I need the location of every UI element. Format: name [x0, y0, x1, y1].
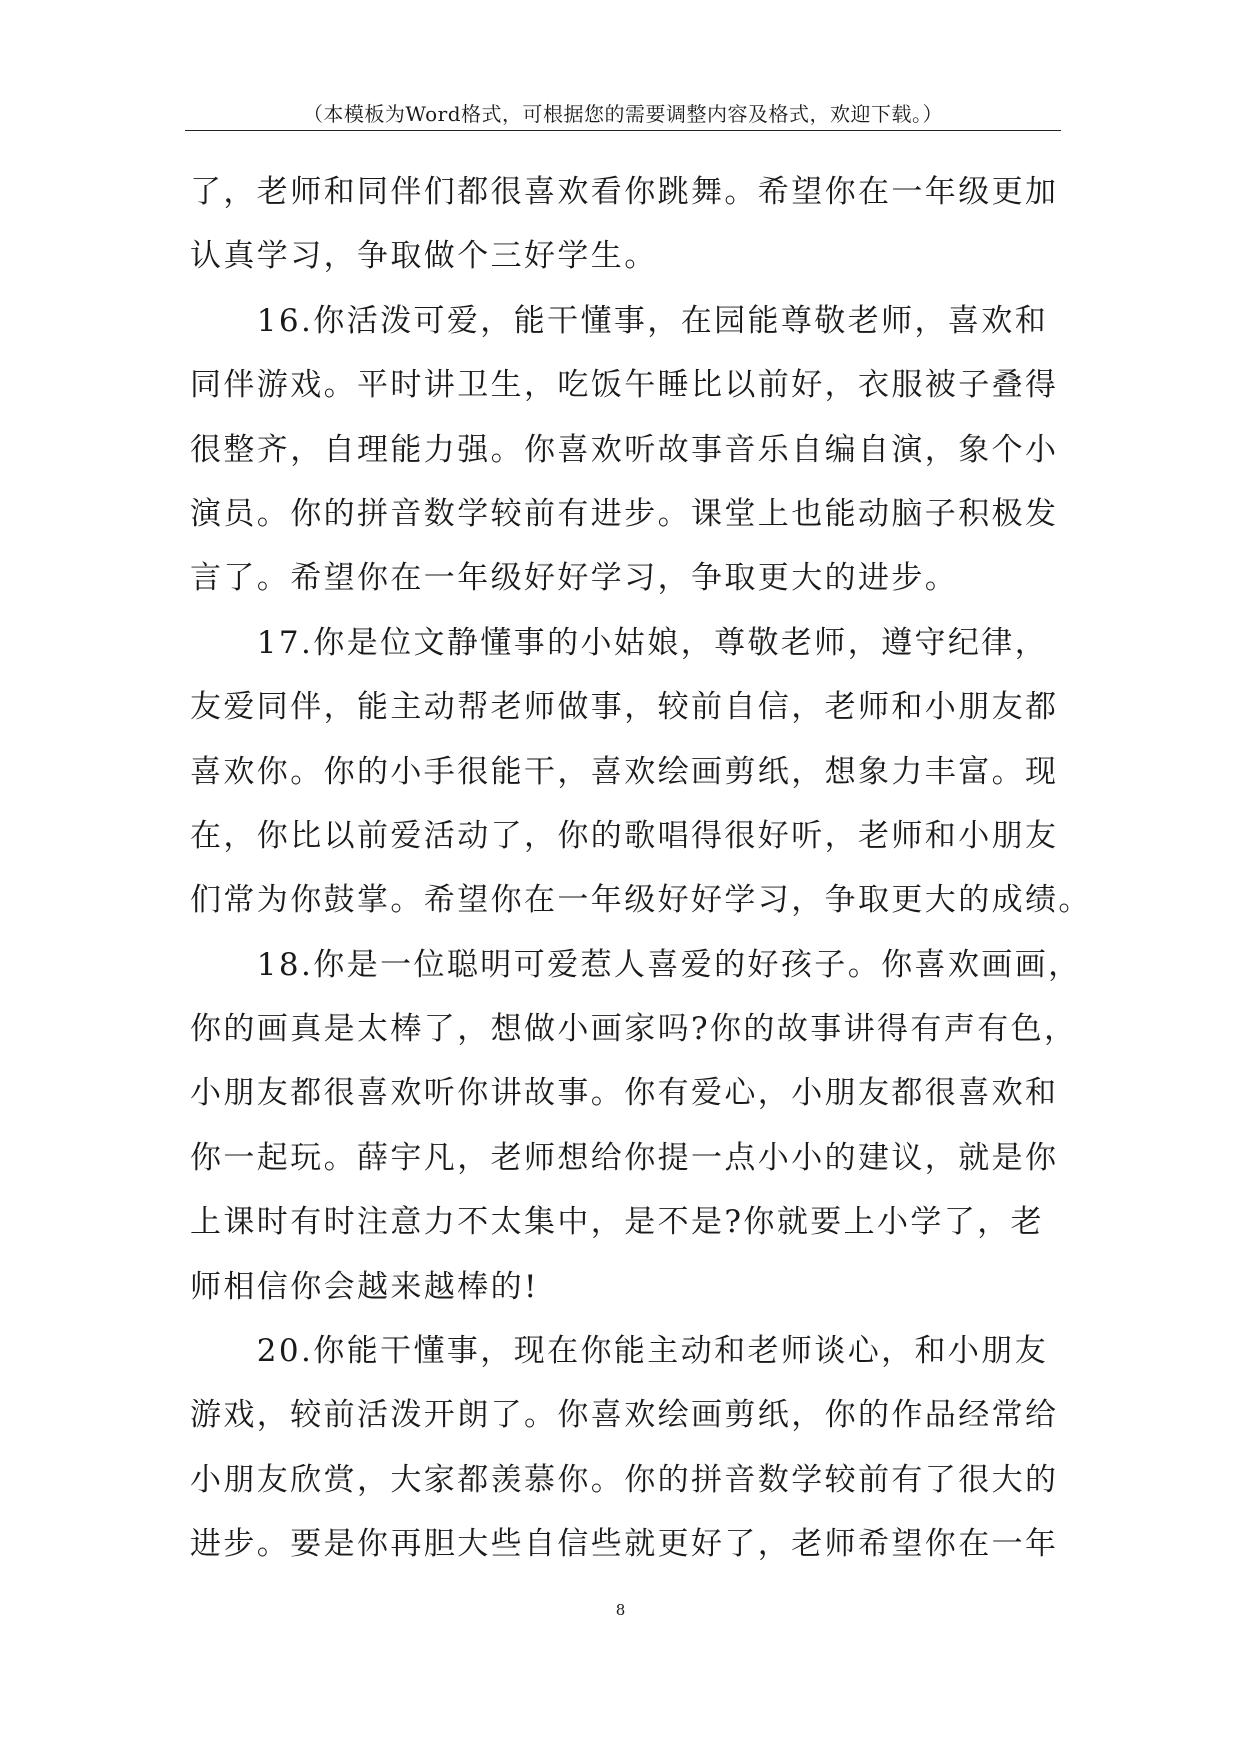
page-number: 8 [615, 1601, 626, 1619]
body-line: 很整齐，自理能力强。你喜欢听故事音乐自编自演，象个小 [190, 431, 1059, 468]
body-line: 师相信你会越来越棒的! [190, 1268, 539, 1305]
body-line: 16.你活泼可爱，能干懂事，在园能尊敬老师，喜欢和 [190, 302, 1049, 339]
body-line: 们常为你鼓掌。希望你在一年级好好学习，争取更大的成绩。 [190, 882, 1092, 919]
body-line: 17.你是位文静懂事的小姑娘，尊敬老师，遵守纪律， [190, 624, 1049, 661]
page-header-note: （本模板为Word格式，可根据您的需要调整内容及格式，欢迎下载。） [302, 102, 944, 126]
body-line: 你一起玩。薛宇凡，老师想给你提一点小小的建议，就是你 [190, 1139, 1059, 1176]
header-divider [185, 130, 1061, 131]
body-line: 小朋友欣赏，大家都羡慕你。你的拼音数学较前有了很大的 [190, 1461, 1059, 1498]
body-line: 游戏，较前活泼开朗了。你喜欢绘画剪纸，你的作品经常给 [190, 1397, 1059, 1434]
body-line: 20.你能干懂事，现在你能主动和老师谈心，和小朋友 [190, 1333, 1049, 1370]
body-line: 友爱同伴，能主动帮老师做事，较前自信，老师和小朋友都 [190, 689, 1059, 726]
body-line: 你的画真是太棒了，想做小画家吗?你的故事讲得有声有色， [190, 1011, 1078, 1048]
body-line: 认真学习，争取做个三好学生。 [190, 238, 658, 275]
body-line: 在，你比以前爱活动了，你的歌唱得很好听，老师和小朋友 [190, 817, 1059, 854]
body-line: 进步。要是你再胆大些自信些就更好了，老师希望你在一年 [190, 1526, 1059, 1563]
body-line: 喜欢你。你的小手很能干，喜欢绘画剪纸，想象力丰富。现 [190, 753, 1059, 790]
body-line: 上课时有时注意力不太集中，是不是?你就要上小学了，老 [190, 1204, 1045, 1241]
body-line: 18.你是一位聪明可爱惹人喜爱的好孩子。你喜欢画画， [190, 946, 1082, 983]
document-body [190, 160, 1092, 1577]
body-line: 小朋友都很喜欢听你讲故事。你有爱心，小朋友都很喜欢和 [190, 1075, 1059, 1112]
body-line: 了，老师和同伴们都很喜欢看你跳舞。希望你在一年级更加 [190, 174, 1059, 210]
body-line: 同伴游戏。平时讲卫生，吃饭午睡比以前好，衣服被子叠得 [190, 367, 1059, 404]
body-line: 言了。希望你在一年级好好学习，争取更大的进步。 [190, 560, 959, 597]
body-line: 演员。你的拼音数学较前有进步。课堂上也能动脑子积极发 [190, 495, 1059, 532]
